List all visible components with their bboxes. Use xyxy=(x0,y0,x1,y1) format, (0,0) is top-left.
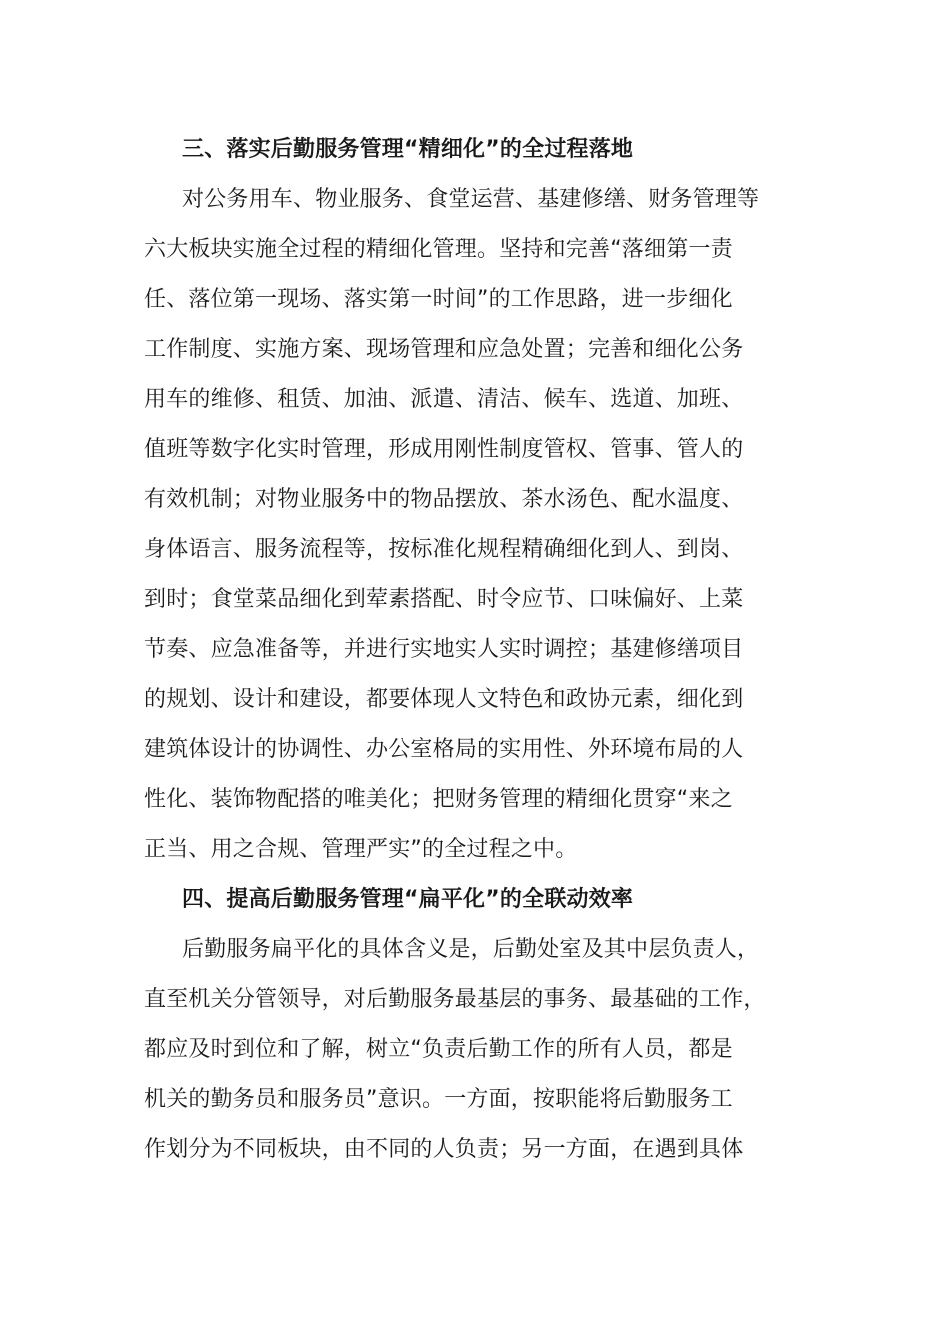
paragraph-line: 建筑体设计的协调性、办公室格局的实用性、外环境布局的人 xyxy=(144,737,744,762)
paragraph-line: 六大板块实施全过程的精细化管理。坚持和完善“落细第一责 xyxy=(144,237,733,262)
paragraph-line: 性化、装饰物配搭的唯美化；把财务管理的精细化贯穿“来之 xyxy=(144,787,733,812)
paragraph-line: 到时；食堂菜品细化到荤素搭配、时令应节、口味偏好、上菜 xyxy=(144,587,744,612)
paragraph-line: 有效机制；对物业服务中的物品摆放、茶水汤色、配水温度、 xyxy=(144,487,744,512)
paragraph-line: 正当、用之合规、管理严实”的全过程之中。 xyxy=(144,837,578,862)
paragraph-line: 的规划、设计和建设，都要体现人文特色和政协元素，细化到 xyxy=(144,687,744,712)
paragraph-line: 都应及时到位和了解，树立“负责后勤工作的所有人员，都是 xyxy=(144,1037,733,1062)
section-heading: 四、提高后勤服务管理“扁平化”的全联动效率 xyxy=(182,887,634,912)
paragraph-line: 对公务用车、物业服务、食堂运营、基建修缮、财务管理等 xyxy=(182,187,760,212)
paragraph-line: 身体语言、服务流程等，按标准化规程精确细化到人、到岗、 xyxy=(144,537,744,562)
section-three xyxy=(144,125,810,875)
section-heading: 三、落实后勤服务管理“精细化”的全过程落地 xyxy=(182,137,634,162)
paragraph-line: 节奏、应急准备等，并进行实地实人实时调控；基建修缮项目 xyxy=(144,637,744,662)
section-four xyxy=(144,875,810,1175)
paragraph-line: 用车的维修、租赁、加油、派遣、清洁、候车、选道、加班、 xyxy=(144,387,744,412)
paragraph-line: 任、落位第一现场、落实第一时间”的工作思路，进一步细化 xyxy=(144,287,733,312)
paragraph-line: 后勤服务扁平化的具体含义是，后勤处室及其中层负责人， xyxy=(182,937,760,962)
paragraph-line: 直至机关分管领导，对后勤服务最基层的事务、最基础的工作， xyxy=(144,987,766,1012)
paragraph-line: 机关的勤务员和服务员”意识。一方面，按职能将后勤服务工 xyxy=(144,1087,733,1112)
paragraph-line: 作划分为不同板块，由不同的人负责；另一方面，在遇到具体 xyxy=(144,1137,744,1162)
paragraph-line: 工作制度、实施方案、现场管理和应急处置；完善和细化公务 xyxy=(144,337,744,362)
paragraph-line: 值班等数字化实时管理，形成用刚性制度管权、管事、管人的 xyxy=(144,437,744,462)
